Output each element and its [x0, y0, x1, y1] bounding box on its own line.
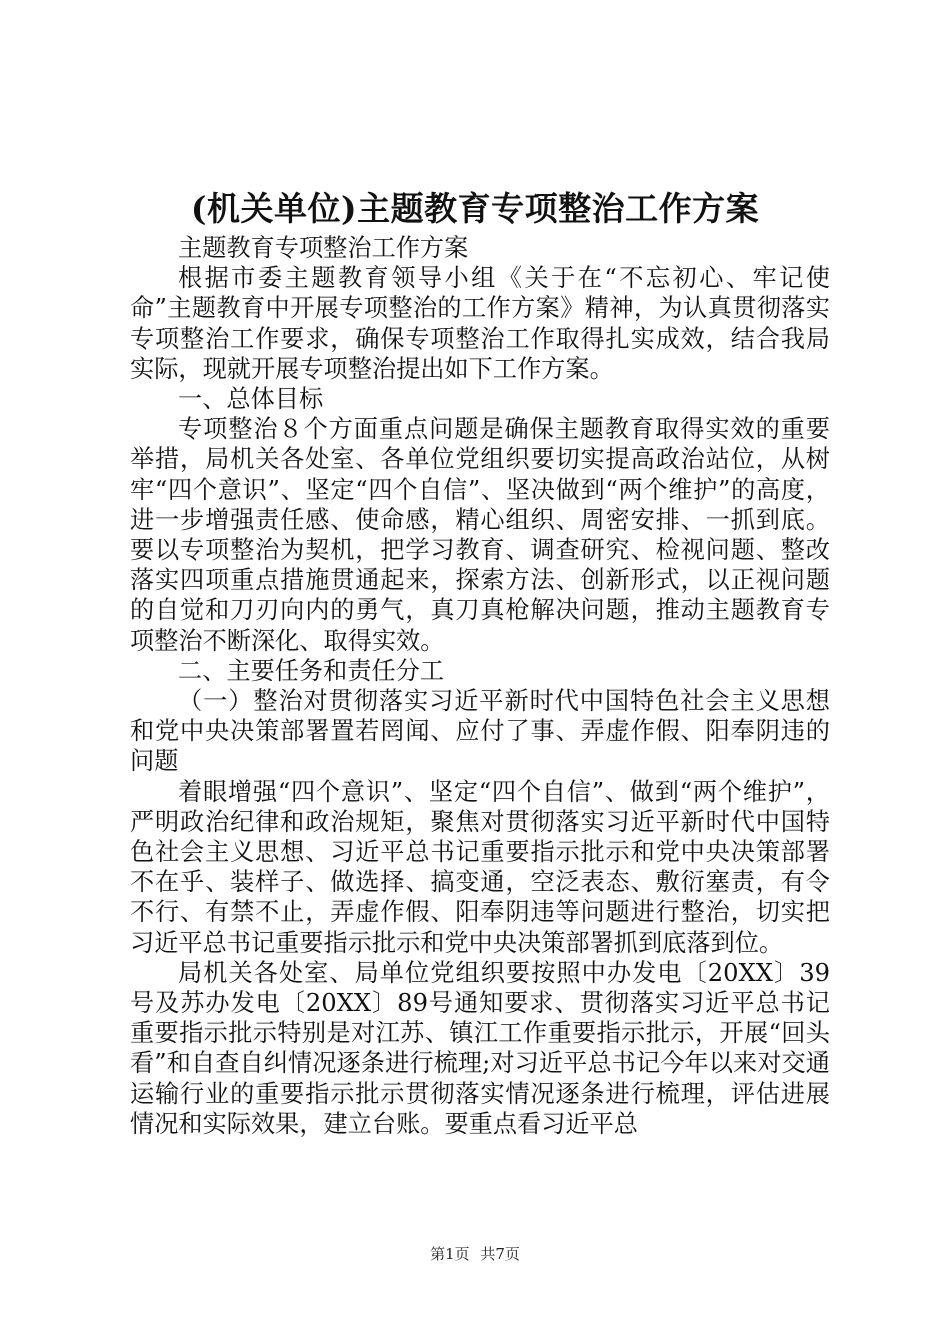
page-footer — [0, 1244, 950, 1264]
paragraph-task-1: 着眼增强“四个意识”、坚定“四个自信”、做到“两个维护”，严明政治纪律和政治规矩，聚焦对贯彻落实习近平新时代中国特色社会主义思想、习近平总书记重要指示批示和党中央决策部署不在乎、装样子、做选择、搞变通，空泛表态、敷衍塞责，有令不行、有禁不止，弄虚作假、阳奉阴违等问题进行整治，切实把习近平总书记重要指示批示和党中央决策部署抓到底落到位。 — [130, 777, 830, 957]
document-title: (机关单位)主题教育专项整治工作方案 — [190, 189, 760, 228]
page-total: 共7页 — [480, 1245, 520, 1263]
paragraph-intro: 根据市委主题教育领导小组《关于在“不忘初心、牢记使命”主题教育中开展专项整治的工作方案》精神，为认真贯彻落实专项整治工作要求，确保专项整治工作取得扎实成效，结合我局实际，现就开展专项整治提出如下工作方案。 — [130, 264, 830, 383]
subsection-heading-1: （一）整治对贯彻落实习近平新时代中国特色社会主义思想和党中央决策部署置若罔闻、应付了事、弄虚作假、阳奉阴违的问题 — [130, 687, 830, 776]
section-heading-main-tasks: 二、主要任务和责任分工 — [178, 656, 445, 685]
section-heading-overall-goal: 一、总体目标 — [178, 385, 324, 414]
paragraph-subtitle: 主题教育专项整治工作方案 — [178, 234, 469, 262]
document-body — [130, 233, 830, 1139]
paragraph-task-1-detail: 局机关各处室、局单位党组织要按照中办发电〔20XX〕39号及苏办发电〔20XX〕89号通知要求、贯彻落实习近平总书记重要指示批示特别是对江苏、镇江工作重要指示批示，开展“回头看”和自查自纠情况逐条进行梳理;对习近平总书记今年以来对交通运输行业的重要指示批示贯彻落实情况逐条进行梳理，评估进展情况和实际效果，建立台账。要重点看习近平总 — [130, 958, 830, 1138]
page-number: 第1页 — [430, 1245, 470, 1263]
paragraph-overall-goal: 专项整治８个方面重点问题是确保主题教育取得实效的重要举措，局机关各处室、各单位党组织要切实提高政治站位，从树牢“四个意识”、坚定“四个自信”、坚决做到“两个维护”的高度，进一步增强责任感、使命感，精心组织、周密安排、一抓到底。要以专项整治为契机，把学习教育、调查研究、检视问题、整改落实四项重点措施贯通起来，探索方法、创新形式，以正视问题的自觉和刀刃向内的勇气，真刀真枪解决问题，推动主题教育专项整治不断深化、取得实效。 — [130, 415, 830, 655]
